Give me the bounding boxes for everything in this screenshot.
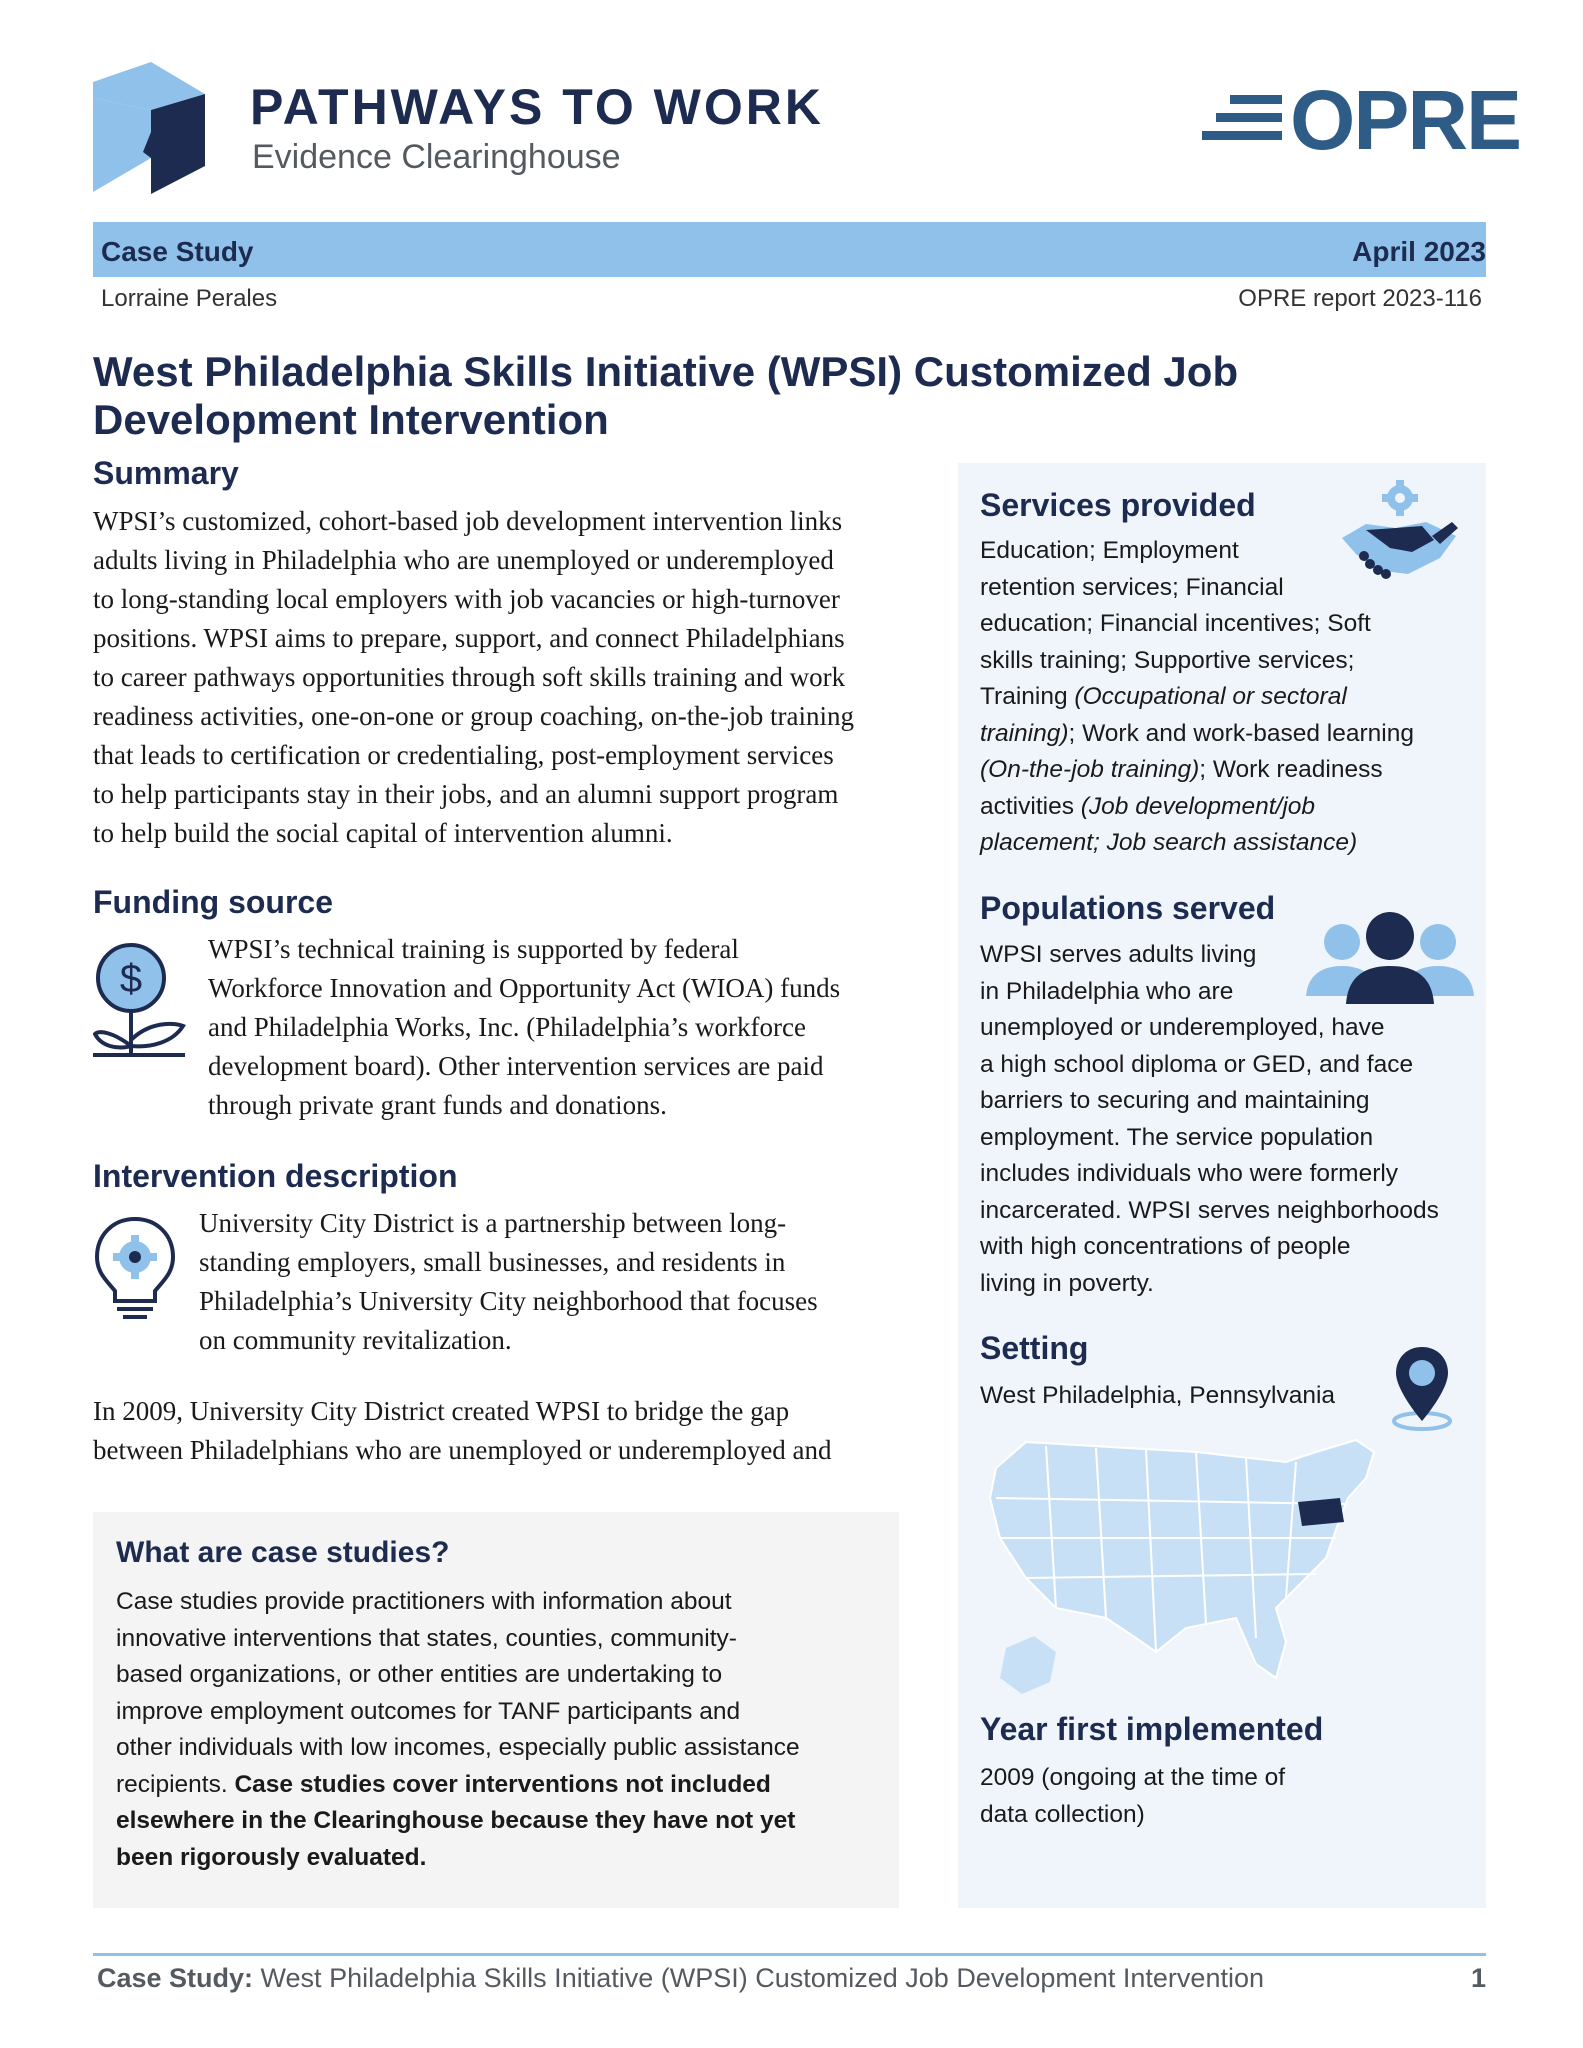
text-line: incarcerated. WPSI serves neighborhoods	[980, 1196, 1439, 1224]
text-line: elsewhere in the Clearinghouse because they have not yet	[116, 1807, 796, 1834]
summary-text	[93, 502, 933, 853]
text-line: living in poverty.	[980, 1269, 1154, 1297]
text-span: ; Work readiness	[1199, 756, 1383, 783]
text-line: positions. WPSI aims to prepare, support, and connect Philadelphians	[93, 623, 845, 653]
page-title	[93, 348, 1393, 444]
text-line: includes individuals who were formerly	[980, 1160, 1399, 1187]
page-number: 1	[1470, 1963, 1486, 1993]
text-line: other individuals with low incomes, especially public assistance	[116, 1734, 800, 1761]
text-line	[980, 716, 1480, 753]
case-study-text	[116, 1584, 886, 1876]
document-type: Case Study	[101, 236, 254, 267]
funding-text	[208, 930, 928, 1125]
text-line	[980, 679, 1480, 716]
text-span-italic: training)	[980, 719, 1069, 747]
text-line	[980, 789, 1480, 826]
funding-heading: Funding source	[93, 884, 333, 920]
text-line: to help participants stay in their jobs, and an alumni support program	[93, 779, 839, 809]
text-line: 2009 (ongoing at the time of	[980, 1764, 1286, 1791]
header-band	[93, 222, 1486, 277]
page-title-line: Development Intervention	[93, 396, 609, 443]
text-span: activities	[980, 792, 1081, 820]
year-heading: Year first implemented	[980, 1711, 1324, 1747]
text-line: improve employment outcomes for TANF participants and	[116, 1697, 741, 1725]
text-line: skills training; Supportive services;	[980, 646, 1355, 674]
text-line: been rigorously evaluated.	[116, 1843, 427, 1871]
text-span-italic: placement; Job search assistance)	[980, 829, 1358, 856]
text-line: barriers to securing and maintaining	[980, 1087, 1370, 1114]
text-line: education; Financial incentives; Soft	[980, 610, 1371, 637]
text-line: on community revitalization.	[199, 1325, 512, 1355]
text-line: Philadelphia’s University City neighborhood that focuses	[199, 1286, 818, 1316]
text-line: readiness activities, one-on-one or group coaching, on-the-job training	[93, 701, 855, 731]
text-line: unemployed or underemployed, have	[980, 1014, 1385, 1041]
text-line: based organizations, or other entities are undertaking to	[116, 1661, 723, 1688]
populations-text	[980, 937, 1480, 1302]
text-span-bold: Case studies cover interventions not included	[234, 1770, 771, 1798]
logo-title: PATHWAYS TO WORK	[250, 79, 824, 135]
text-span-italic: (On-the-job training)	[980, 756, 1200, 783]
report-number: OPRE report 2023-116	[1238, 285, 1482, 312]
text-line: employment. The service population	[980, 1123, 1374, 1151]
footer-label: Case Study:	[97, 1963, 254, 1993]
populations-heading: Populations served	[980, 890, 1276, 926]
text-line	[116, 1767, 886, 1804]
text-line: that leads to certification or credentialing, post-employment services	[93, 740, 834, 770]
us-map-icon	[986, 1438, 1386, 1700]
text-line: with high concentrations of people	[980, 1233, 1351, 1260]
setting-value: West Philadelphia, Pennsylvania	[980, 1382, 1336, 1409]
footer-doc-title: West Philadelphia Skills Initiative (WPSI) Customized Job Development Intervention	[253, 1963, 1264, 1993]
text-line: to long-standing local employers with job vacancies or high-turnover	[93, 584, 840, 614]
logo-subtitle: Evidence Clearinghouse	[252, 138, 621, 176]
text-span: Training	[980, 683, 1075, 710]
text-line: WPSI’s customized, cohort-based job development intervention links	[93, 506, 843, 536]
text-line: through private grant funds and donations.	[208, 1090, 667, 1120]
author: Lorraine Perales	[101, 285, 278, 312]
publication-date: April 2023	[1352, 236, 1486, 267]
text-line: in Philadelphia who are	[980, 977, 1234, 1005]
text-line	[980, 825, 1480, 862]
services-text	[980, 533, 1480, 862]
text-line: WPSI’s technical training is supported by federal	[208, 934, 739, 964]
text-line: Workforce Innovation and Opportunity Act (WIOA) funds	[208, 973, 841, 1003]
page-title-line: West Philadelphia Skills Initiative (WPSI) Customized Job	[93, 348, 1239, 395]
intervention-text-2	[93, 1392, 933, 1470]
text-span-italic: (Job development/job	[1080, 792, 1316, 820]
text-line: WPSI serves adults living	[980, 941, 1257, 968]
text-span-italic: (Occupational or sectoral	[1074, 683, 1347, 710]
location-pin-icon	[1392, 1345, 1452, 1431]
text-line: to career pathways opportunities through soft skills training and work	[93, 662, 846, 692]
text-line: University City District is a partnership between long-	[199, 1208, 787, 1238]
services-heading: Services provided	[980, 487, 1256, 523]
opre-logo: OPRE	[1290, 73, 1521, 167]
summary-heading: Summary	[93, 455, 239, 491]
text-span: recipients.	[116, 1770, 235, 1798]
text-line	[980, 752, 1480, 789]
year-text	[980, 1760, 1460, 1833]
text-line: and Philadelphia Works, Inc. (Philadelphia’s workforce	[208, 1012, 806, 1042]
text-span: ; Work and work-based learning	[1068, 719, 1414, 747]
opre-logo-bars-icon	[1202, 95, 1282, 145]
footer-divider	[93, 1953, 1486, 1956]
footer-title	[97, 1963, 1264, 1994]
text-line: In 2009, University City District created WPSI to bridge the gap	[93, 1396, 790, 1426]
text-line: data collection)	[980, 1800, 1145, 1828]
text-line: to help build the social capital of intervention alumni.	[93, 818, 673, 848]
text-line: innovative interventions that states, counties, community-	[116, 1624, 737, 1652]
text-line: a high school diploma or GED, and face	[980, 1050, 1414, 1078]
money-plant-icon	[93, 942, 189, 1058]
text-line: development board). Other intervention services are paid	[208, 1051, 824, 1081]
text-line: standing employers, small businesses, and residents in	[199, 1247, 786, 1277]
case-study-heading: What are case studies?	[116, 1536, 450, 1569]
lightbulb-gear-icon	[93, 1215, 177, 1323]
text-line: adults living in Philadelphia who are unemployed or underemployed	[93, 545, 834, 575]
text-line: Case studies provide practitioners with information about	[116, 1588, 732, 1615]
text-line: between Philadelphians who are unemployed or underemployed and	[93, 1435, 832, 1465]
pathways-logo	[93, 62, 205, 194]
text-line: retention services; Financial	[980, 573, 1284, 601]
pathways-logo-icon	[93, 62, 205, 194]
setting-heading: Setting	[980, 1330, 1089, 1366]
text-line: Education; Employment	[980, 537, 1239, 564]
intervention-heading: Intervention description	[93, 1158, 458, 1194]
intervention-text	[199, 1204, 929, 1360]
svg-text:$: $	[119, 957, 143, 1001]
